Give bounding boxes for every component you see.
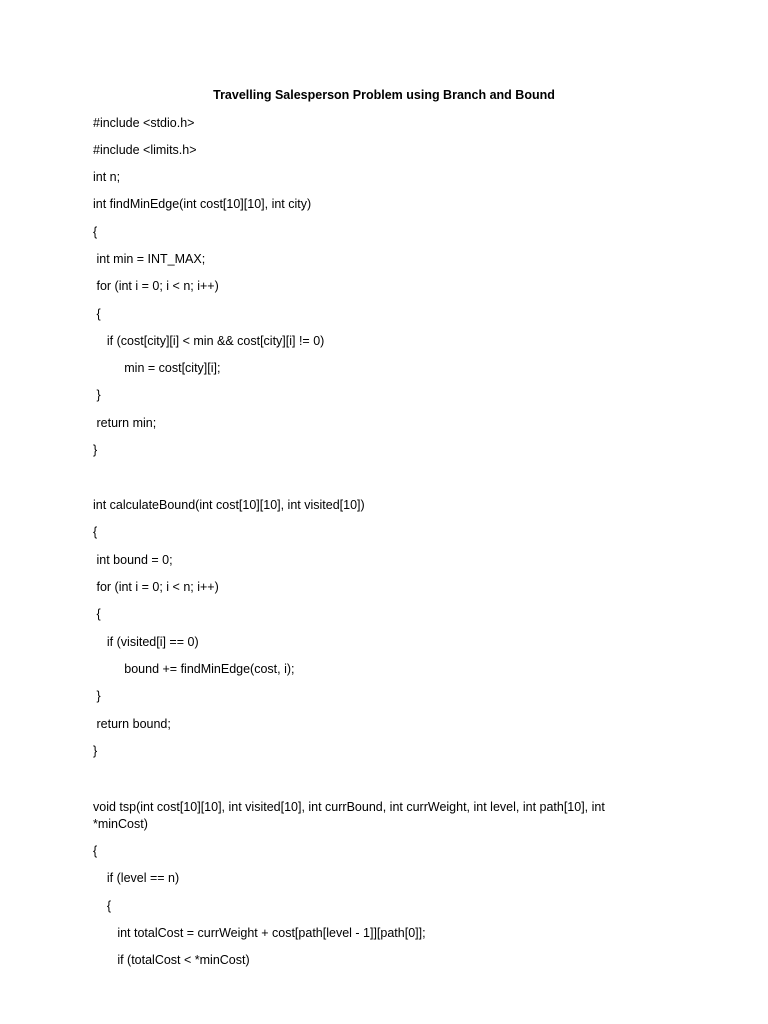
code-line: } [93, 744, 98, 758]
code-line: int calculateBound(int cost[10][10], int visited[10]) [93, 498, 365, 512]
code-line: if (visited[i] == 0) [93, 635, 199, 649]
code-line: int bound = 0; [93, 553, 173, 567]
code-line: int min = INT_MAX; [93, 252, 206, 266]
code-line: { [93, 307, 101, 321]
code-line: return bound; [93, 717, 171, 731]
code-line: if (cost[city][i] < min && cost[city][i] != 0) [93, 334, 325, 348]
code-line: { [93, 225, 98, 239]
code-line: } [93, 689, 101, 703]
code-line: return min; [93, 416, 157, 430]
document-title: Travelling Salesperson Problem using Branch and Bound [213, 88, 555, 102]
code-line: min = cost[city][i]; [93, 361, 221, 375]
code-line: { [93, 525, 98, 539]
code-line: if (level == n) [93, 871, 180, 885]
code-line: if (totalCost < *minCost) [93, 953, 250, 967]
code-line: for (int i = 0; i < n; i++) [93, 580, 219, 594]
code-line: bound += findMinEdge(cost, i); [93, 662, 295, 676]
code-line: int findMinEdge(int cost[10][10], int city) [93, 197, 312, 211]
code-line: { [93, 844, 98, 858]
code-line: void tsp(int cost[10][10], int visited[10], int currBound, int currWeight, int level, int path[10], int *minCost) [93, 800, 609, 831]
code-line: #include <stdio.h> [93, 116, 195, 130]
code-line: for (int i = 0; i < n; i++) [93, 279, 219, 293]
code-line: { [93, 899, 112, 913]
code-line: int n; [93, 170, 121, 184]
code-line: #include <limits.h> [93, 143, 197, 157]
code-line: int totalCost = currWeight + cost[path[level - 1]][path[0]]; [93, 926, 426, 940]
code-line: { [93, 607, 101, 621]
code-line: } [93, 388, 101, 402]
code-line: } [93, 443, 98, 457]
